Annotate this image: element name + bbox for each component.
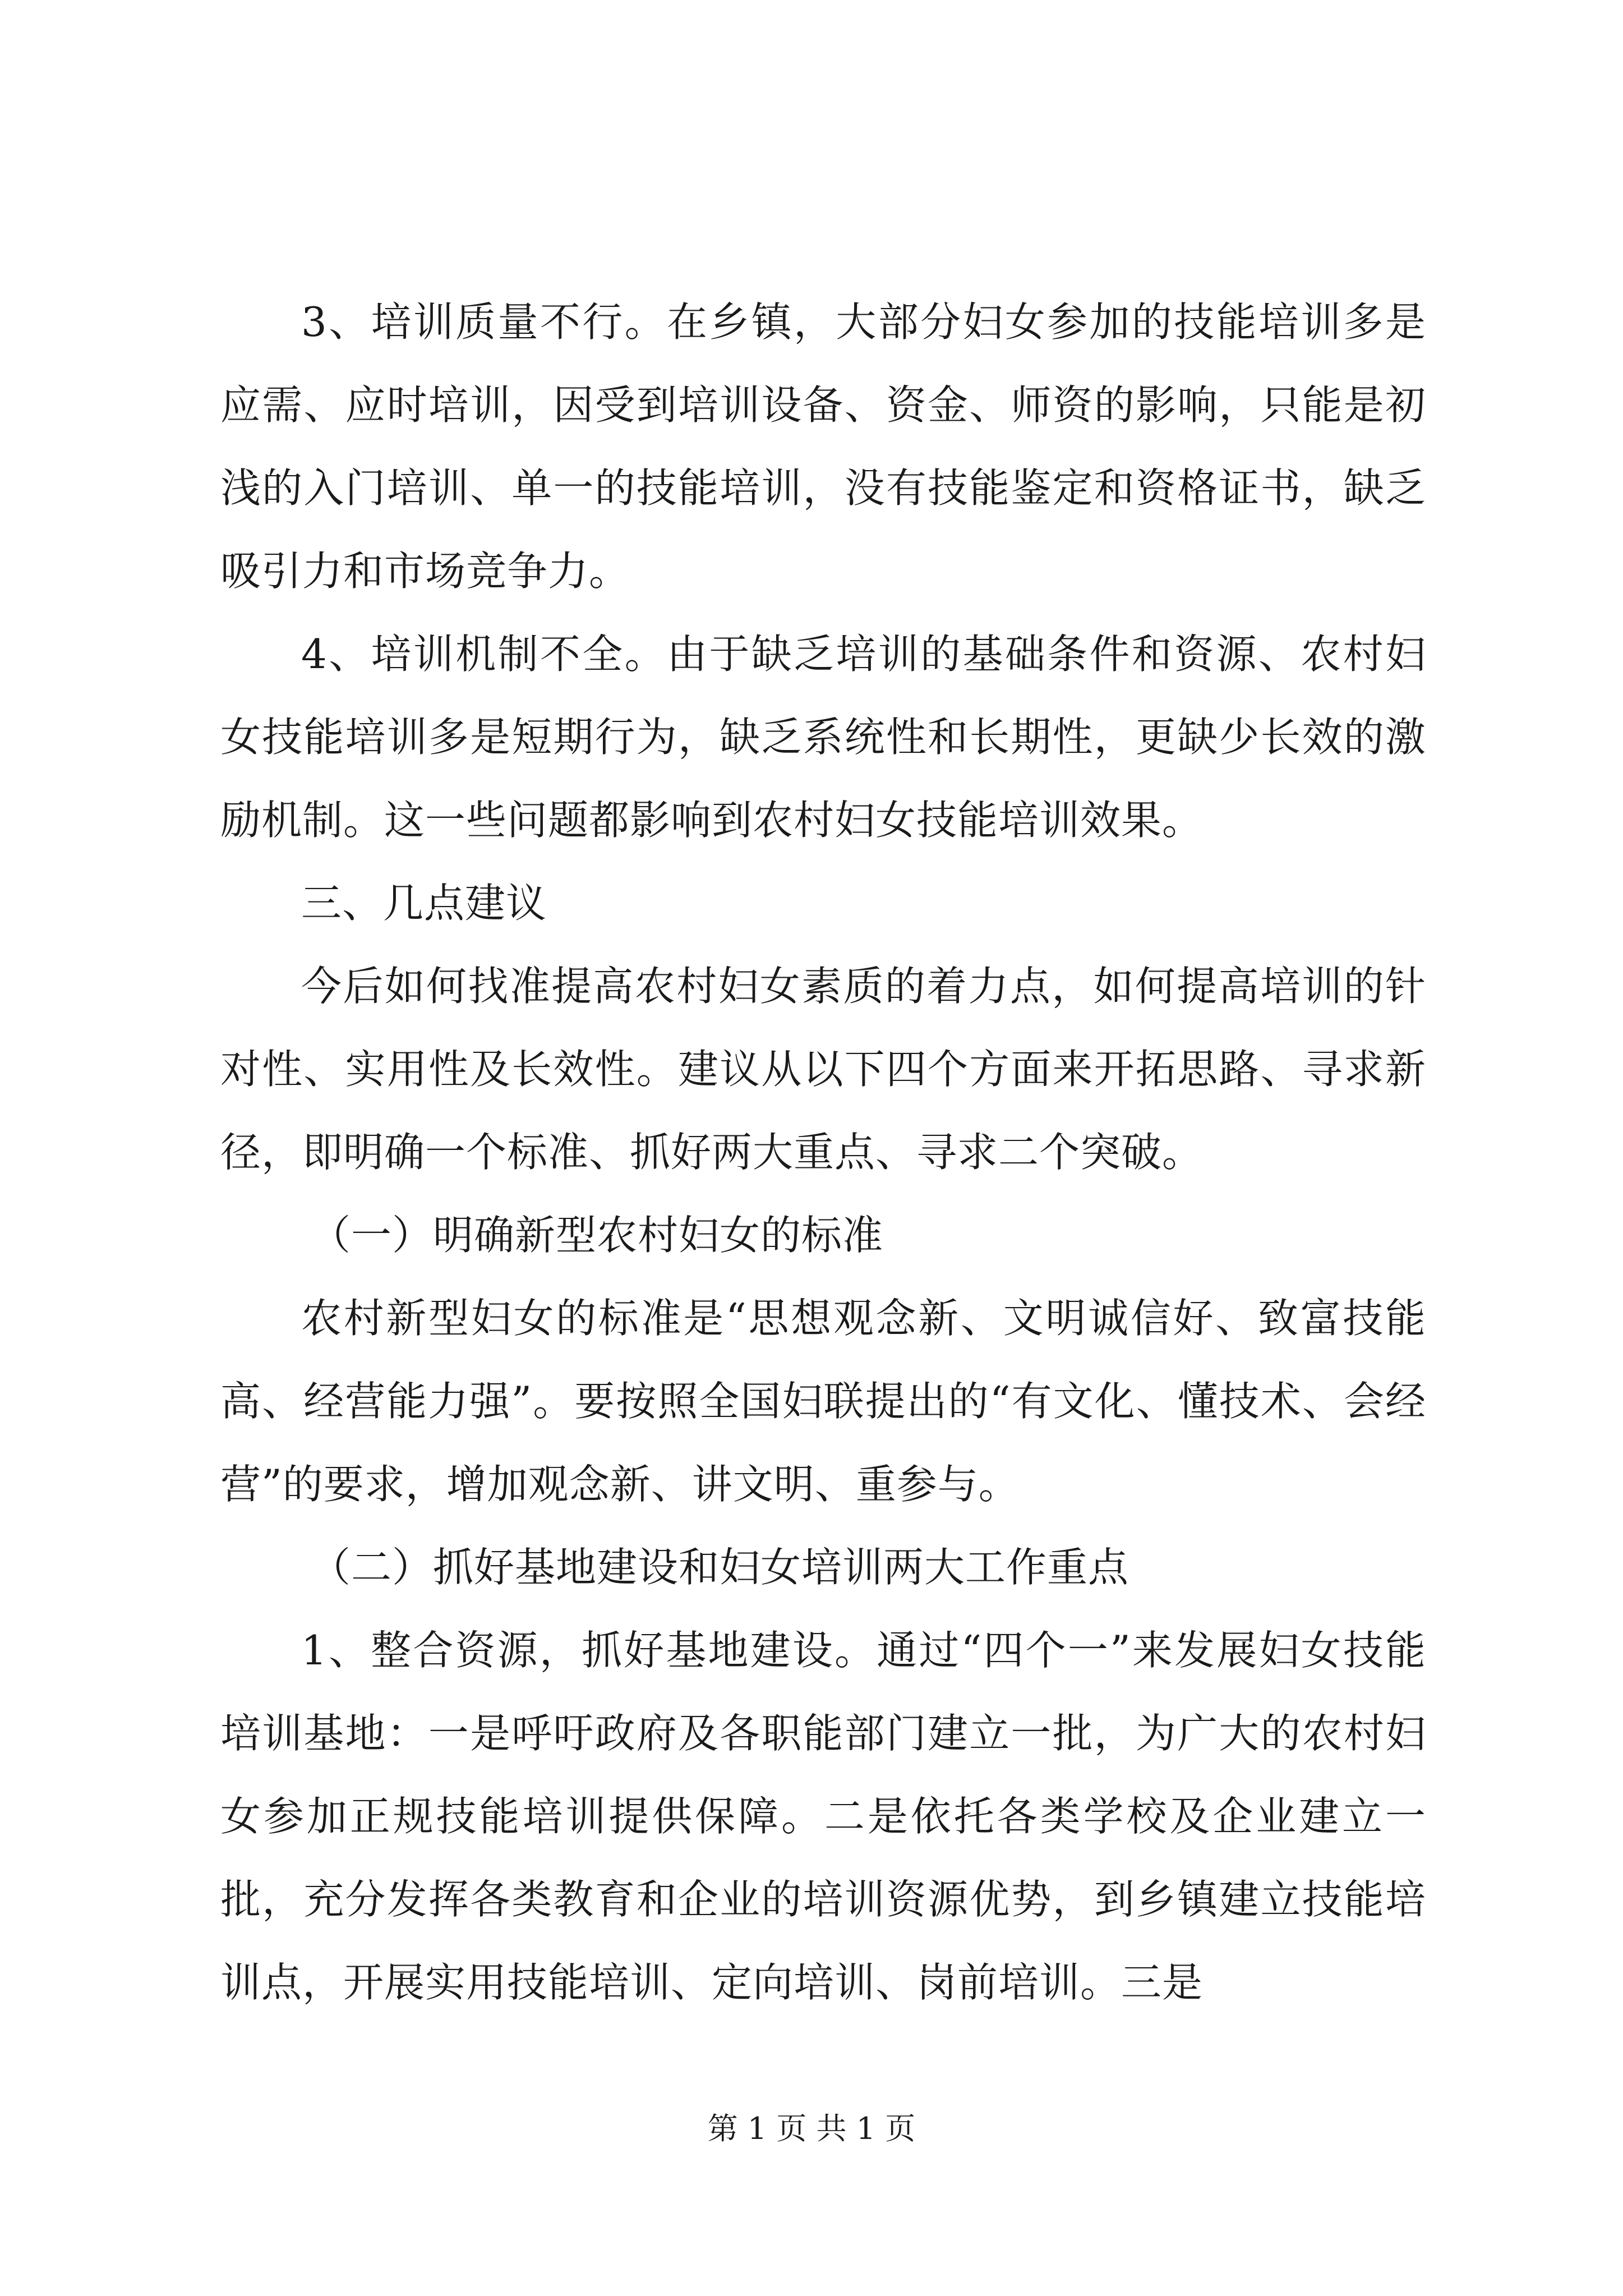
paragraph-standard: 农村新型妇女的标准是“思想观念新、文明诚信好、致富技能高、经营能力强”。要按照全国妇联提出的“有文化、懂技术、会经营”的要求，增加观念新、讲文明、重参与。 bbox=[220, 1295, 1426, 1508]
paragraph-suggestions-intro: 今后如何找准提高农村妇女素质的着力点，如何提高培训的针对性、实用性及长效性。建议从以下四个方面来开拓思路、寻求新径，即明确一个标准、抓好两大重点、寻求二个突破。 bbox=[220, 963, 1426, 1176]
paragraph-training-mechanism: 4、培训机制不全。由于缺乏培训的基础条件和资源、农村妇女技能培训多是短期行为，缺乏系统性和长期性，更缺少长效的激励机制。这一些问题都影响到农村妇女技能培训效果。 bbox=[220, 631, 1426, 844]
subheading-two-priorities: （二）抓好基地建设和妇女培训两大工作重点 bbox=[310, 1544, 1129, 1591]
paragraph-base-construction: 1、整合资源，抓好基地建设。通过“四个一”来发展妇女技能培训基地：一是呼吁政府及各职能部门建立一批，为广大的农村妇女参加正规技能培训提供保障。二是依托各类学校及企业建立一批，充分发挥各类教育和企业的培训资源优势，到乡镇建立技能培训点，开展实用技能培训、定向培训、岗前培训。三是 bbox=[220, 1627, 1426, 2006]
subheading-standard: （一）明确新型农村妇女的标准 bbox=[310, 1212, 884, 1259]
page-footer: 第 1 页 共 1 页 bbox=[707, 2111, 916, 2146]
paragraph-training-quality: 3、培训质量不行。在乡镇，大部分妇女参加的技能培训多是应需、应时培训，因受到培训设备、资金、师资的影响，只能是初浅的入门培训、单一的技能培训，没有技能鉴定和资格证书，缺乏吸引力和市场竞争力。 bbox=[220, 298, 1426, 595]
section-heading-suggestions: 三、几点建议 bbox=[301, 880, 547, 927]
document-body bbox=[220, 280, 1426, 2024]
